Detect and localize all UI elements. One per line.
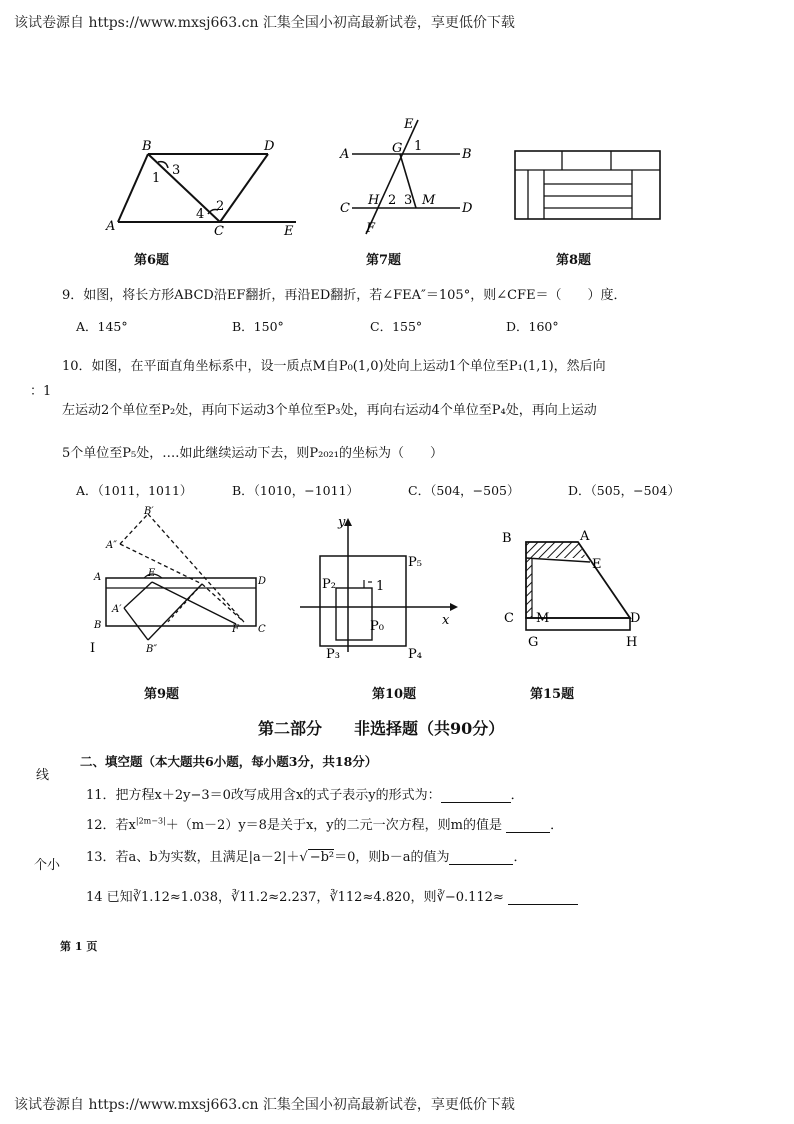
fig9-label-I: I [90, 641, 96, 656]
page-number: 第 1 页 [60, 940, 98, 953]
q10-option-d: D．（505，−504） [568, 483, 680, 498]
fig9-label-Adouble: A″ [106, 540, 117, 551]
fig7-label-F: F [366, 221, 376, 236]
fig9-caption: 第9题 [144, 687, 180, 702]
figure-6 [100, 138, 310, 238]
q10-option-b: B．（1010，−1011） [232, 483, 360, 498]
fig6-label-D: D [264, 139, 275, 154]
fig15-label-A: A [580, 529, 590, 544]
q14-text: 14 已知∛1.12≈1.038，∛11.2≈2.237，∛112≈4.820，则∛−0.112≈ [86, 890, 504, 905]
q10-option-a: A．（1011，1011） [76, 483, 193, 498]
fig9-label-E: E [148, 568, 156, 579]
fig10-label-P4: P₄ [408, 647, 422, 662]
fig7-label-A: A [340, 147, 350, 162]
q9-option-d: D．160° [506, 319, 559, 334]
fig10-label-P3: P₃ [326, 647, 340, 662]
figure-7 [336, 114, 486, 238]
question-9: 9．如图，将长方形ABCD沿EF翻折，再沿ED翻折，若∠FEA″＝105°，则∠CFE＝（ ）度． [62, 288, 627, 303]
question-12: 12．若$x^{|2m-3|}+(m-2)y=8$是关于x，y的二元一次方程，则m的值是 ． [86, 816, 564, 833]
fig6-label-C: C [214, 224, 224, 238]
fig10-label-P1: 1 [376, 579, 385, 594]
q12-answer-blank[interactable] [506, 817, 550, 833]
fig9-label-B: B [94, 620, 102, 631]
fig8-caption: 第8题 [556, 253, 592, 268]
fig6-caption: 第6题 [134, 253, 170, 268]
q9-option-a: A．145° [76, 319, 128, 334]
question-10-line2: 左运动2个单位至P₂处，再向下运动3个单位至P₃处，再向右运动4个单位至P₄处，再向上运动 [62, 403, 597, 418]
fig7-label-D: D [462, 201, 473, 216]
top-banner: 该试卷源自 https://www.mxsj663.cn 汇集全国小初高最新试卷，享更低价下载 [14, 15, 515, 31]
fig6-angle-2: 2 [216, 199, 225, 214]
fig9-label-F: F [232, 624, 239, 635]
fig7-label-C: C [340, 201, 350, 216]
bottom-banner: 该试卷源自 https://www.mxsj663.cn 汇集全国小初高最新试卷，享更低价下载 [14, 1097, 515, 1113]
fig6-label-A: A [106, 219, 116, 234]
question-14 [86, 886, 578, 905]
q12-exponent: |2m−3| [135, 816, 166, 826]
fig15-label-D: D [630, 611, 641, 626]
figure-8 [514, 150, 662, 222]
fig15-label-E: E [592, 557, 602, 572]
q12-text-post: ＋（m－2）y＝8是关于x，y的二元一次方程，则m的值是 [165, 818, 502, 833]
fig7-label-M: M [422, 193, 436, 208]
fig6-angle-3: 3 [172, 163, 181, 178]
fig6-label-B: B [142, 139, 152, 154]
fig6-label-E: E [284, 224, 294, 238]
question-11: 11．把方程x＋2y−3＝0改写成用含x的式子表示y的形式为： ． [86, 788, 524, 803]
fig15-label-H: H [626, 635, 638, 650]
fig10-label-y: y [338, 515, 346, 530]
fig15-caption: 第15题 [530, 687, 575, 702]
q11-text: 11．把方程x＋2y−3＝0改写成用含x的式子表示y的形式为： [86, 788, 441, 803]
fig7-angle-3: 3 [404, 193, 413, 208]
question-10-line1: 10．如图，在平面直角坐标系中，设一质点M自P₀(1,0)处向上运动1个单位至P₁(1,1)，然后向 [62, 359, 606, 374]
fig9-label-C: C [258, 624, 266, 635]
fig9-label-Bprime: B′ [144, 506, 154, 517]
fig6-angle-4: 4 [196, 207, 205, 222]
margin-mark-1: ：1 [30, 384, 52, 399]
fig15-label-C: C [504, 611, 514, 626]
q11-answer-blank[interactable] [441, 787, 511, 803]
question-13: 13．若a、b为实数，且满足|a－2|＋√ −b²＝0，则b－a的值为 ． [86, 850, 527, 865]
fig10-label-P0: P₀ [370, 619, 384, 634]
fig7-label-E: E [404, 117, 414, 132]
question-10-line3: 5个单位至P₅处，….如此继续运动下去，则P₂₀₂₁的坐标为（ ） [62, 446, 443, 461]
q10-option-c: C．（504，−505） [408, 483, 520, 498]
fig10-label-P5: P₅ [408, 555, 422, 570]
q9-option-c: C．155° [370, 319, 423, 334]
fig9-label-Bdouble: B″ [146, 644, 158, 655]
figure-10 [292, 512, 462, 664]
fig6-angle-1: 1 [152, 171, 161, 186]
fig10-caption: 第10题 [372, 687, 417, 702]
fig7-label-H: H [368, 193, 380, 208]
margin-note-gexiao: 个小 [34, 858, 61, 873]
figure-15 [498, 522, 654, 650]
q13-answer-blank[interactable] [449, 849, 513, 865]
fig7-angle-2: 2 [388, 193, 397, 208]
fig7-angle-1: 1 [414, 139, 423, 154]
q13-text-post: ＝0，则b－a的值为 [334, 850, 450, 865]
fig15-label-B: B [502, 531, 512, 546]
q9-option-b: B．150° [232, 319, 284, 334]
part2-title: 第二部分 非选择题（共90分） [258, 719, 505, 738]
q13-radicand: −b² [309, 850, 335, 865]
fig7-caption: 第7题 [366, 253, 402, 268]
fig7-label-G: G [392, 141, 403, 156]
fig9-label-Aprime: A′ [112, 604, 122, 615]
fig9-label-D: D [258, 576, 267, 587]
part2-section-heading: 二、填空题（本大题共6小题，每小题3分，共18分） [80, 754, 378, 769]
fig10-label-P2: P₂ [322, 577, 336, 592]
q14-answer-blank[interactable] [508, 889, 578, 905]
fig10-label-x: x [442, 613, 450, 628]
fig15-label-M: M [536, 611, 550, 626]
fig9-label-A: A [94, 572, 102, 583]
q13-text-pre: 13．若a、b为实数，且满足|a－2|＋ [86, 850, 300, 865]
margin-note-xian: 线 [36, 768, 50, 783]
figure-9 [86, 504, 276, 662]
q12-text-pre: 12．若x [86, 818, 136, 833]
fig15-label-G: G [528, 635, 539, 650]
fig7-label-B: B [462, 147, 472, 162]
